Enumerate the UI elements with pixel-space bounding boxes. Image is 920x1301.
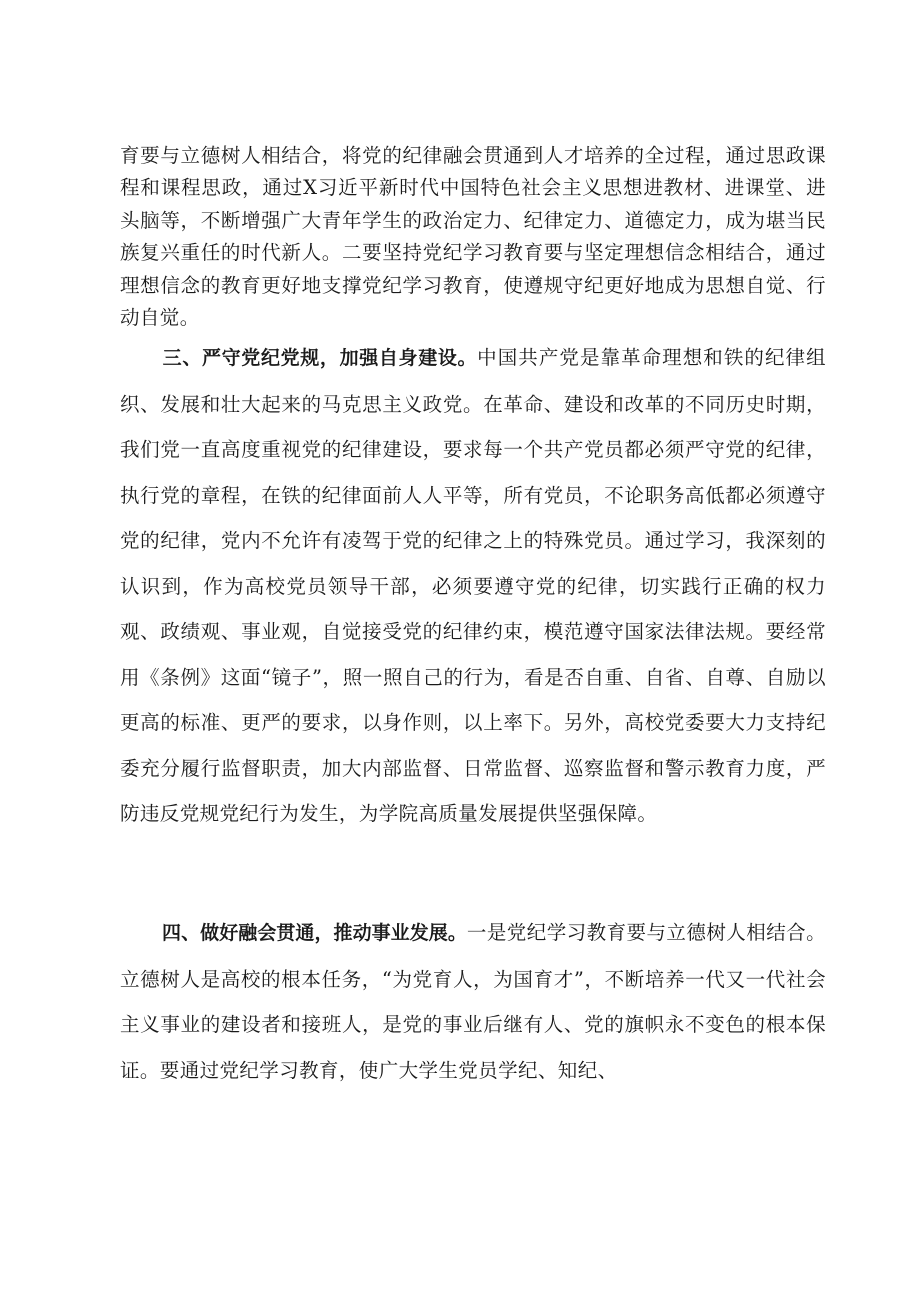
section-3-heading: 三、严守党纪党规，加强自身建设。 (162, 347, 478, 369)
section-4-paragraph (120, 910, 826, 1093)
section-3-body: 中国共产党是靠革命理想和铁的纪律组织、发展和壮大起来的马克思主义政党。在革命、建设和改革的不同历史时期，我们党一直高度重视党的纪律建设，要求每一个共产党员都必须严守党的纪律，执行党的章程，在铁的纪律面前人人平等，所有党员，不论职务高低都必须遵守党的纪律，党内不允许有凌驾于党的纪律之上的特殊党员。通过学习，我深刻的认识到，作为高校党员领导干部，必须要遵守党的纪律，切实践行正确的权力观、政绩观、事业观，自觉接受党的纪律约束，模范遵守国家法律法规。要经常用《条例》这面“镜子”，照一照自己的行为，看是否自重、自省、自尊、自励以更高的标准、更严的要求，以身作则，以上率下。另外，高校党委要大力支持纪委充分履行监督职责，加大内部监督、日常监督、巡察监督和警示教育力度，严防违反党规党纪行为发生，为学院高质量发展提供坚强保障。 (120, 346, 826, 825)
section-3-paragraph (120, 335, 826, 837)
paragraph-continuation (120, 140, 826, 334)
section-4-heading: 四、做好融会贯通，推动事业发展。 (162, 922, 467, 944)
paragraph-text: 育要与立德树人相结合，将党的纪律融会贯通到人才培养的全过程，通过思政课程和课程思政，通过X习近平新时代中国特色社会主义思想进教材、进课堂、进头脑等，不断增强广大青年学生的政治定力、纪律定力、道德定力，成为堪当民族复兴重任的时代新人。二要坚持党纪学习教育要与坚定理想信念相结合，通过理想信念的教育更好地支撑党纪学习教育，使遵规守纪更好地成为思想自觉、行动自觉。 (120, 144, 826, 330)
section-4-body: 一是党纪学习教育要与立德树人相结合。立德树人是高校的根本任务，“为党育人，为国育才”，不断培养一代又一代社会主义事业的建设者和接班人，是党的事业后继有人、党的旗帜永不变色的根本保证。要通过党纪学习教育，使广大学生党员学纪、知纪、 (120, 921, 826, 1082)
